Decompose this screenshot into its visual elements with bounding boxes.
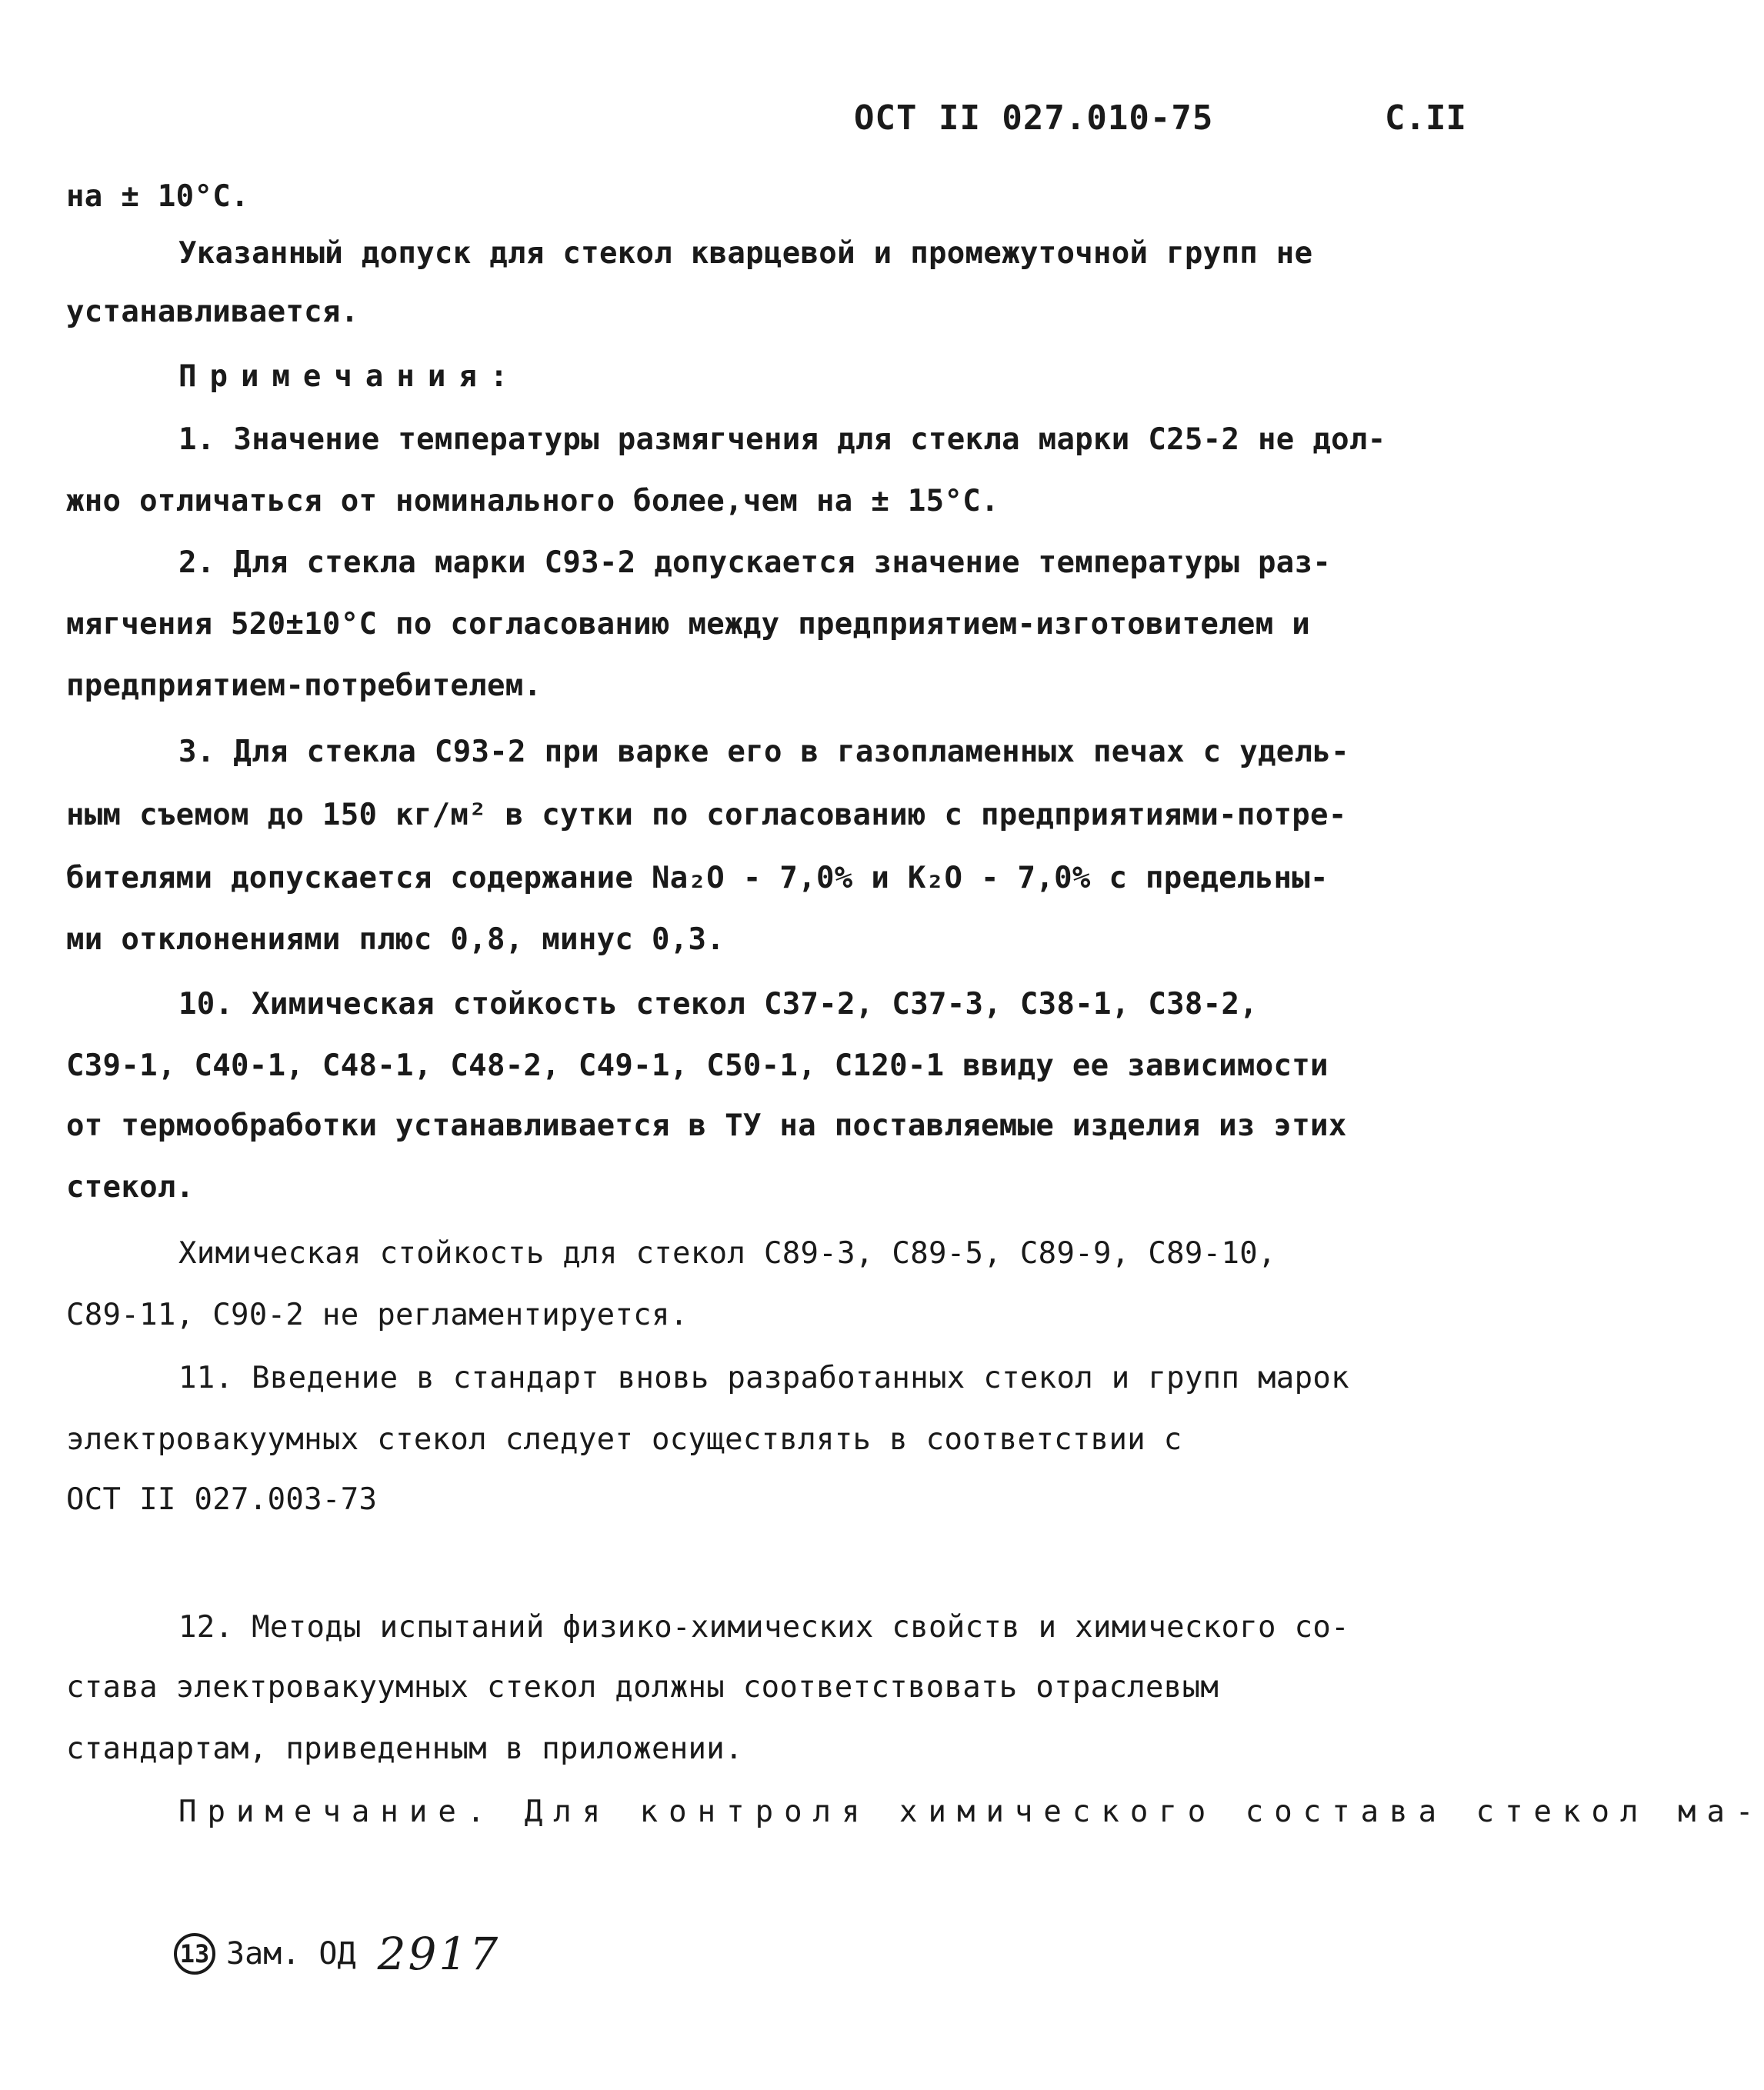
text-line: от термообработки устанавливается в ТУ на поставляемые изделия из этих — [66, 1108, 1347, 1143]
text-line: стекол. — [66, 1170, 195, 1205]
text-line: Химическая стойкость для стекол С89-3, С89-5, С89-9, С89-10, — [178, 1236, 1276, 1271]
text-line: электровакуумных стекол следует осуществлять в соответствии с — [66, 1422, 1182, 1457]
text-line: стандартам, приведенным в приложении. — [66, 1732, 743, 1766]
text-line: Примечание. Для контроля химического состава стекол ма- — [178, 1795, 1764, 1829]
section-heading: Примечания: — [178, 359, 522, 394]
text-line: ным съемом до 150 кг/м² в сутки по согласованию с предприятиями-потре- — [66, 798, 1347, 832]
handwritten-number: 2917 — [377, 1928, 501, 1980]
text-line: С89-11, С90-2 не регламентируется. — [66, 1298, 689, 1332]
document-code: ОСТ II 027.010-75 — [854, 98, 1214, 138]
text-line: жно отличаться от номинального более,чем на ± 15°С. — [66, 484, 999, 518]
text-line: 11. Введение в стандарт вновь разработанных стекол и групп марок — [178, 1361, 1349, 1395]
text-line: на ± 10°С. — [66, 179, 249, 214]
text-line: Указанный допуск для стекол кварцевой и промежуточной групп не — [178, 236, 1313, 271]
text-line: ОСТ II 027.003-73 — [66, 1482, 378, 1517]
text-line: бителями допускается содержание Na₂O - 7,0% и K₂O - 7,0% с предельны- — [66, 861, 1329, 895]
text-line: 1. Значение температуры размягчения для стекла марки С25-2 не дол- — [178, 422, 1386, 457]
revision-label: Зам. ОД — [226, 1936, 356, 1972]
page-number: С.II — [1385, 98, 1466, 138]
text-line: предприятием-потребителем. — [66, 668, 542, 703]
text-line: 3. Для стекла С93-2 при варке его в газопламенных печах с удель- — [178, 735, 1349, 769]
text-line: ми отклонениями плюс 0,8, минус 0,3. — [66, 922, 725, 957]
text-line: 10. Химическая стойкость стекол С37-2, С37-3, С38-1, С38-2, — [178, 987, 1259, 1022]
text-line: мягчения 520±10°С по согласованию между предприятием-изготовителем и — [66, 607, 1311, 642]
text-line: С39-1, С40-1, С48-1, С48-2, С49-1, С50-1, С120-1 ввиду ее зависимости — [66, 1048, 1329, 1083]
change-number-circle: 13 — [174, 1933, 215, 1975]
text-line: става электровакуумных стекол должны соответствовать отраслевым — [66, 1670, 1219, 1705]
text-line: устанавливается. — [66, 295, 359, 329]
text-line: 12. Методы испытаний физико-химических свойств и химического со- — [178, 1610, 1349, 1645]
text-line: 2. Для стекла марки С93-2 допускается значение температуры раз- — [178, 545, 1332, 580]
revision-stamp — [174, 1928, 501, 1980]
